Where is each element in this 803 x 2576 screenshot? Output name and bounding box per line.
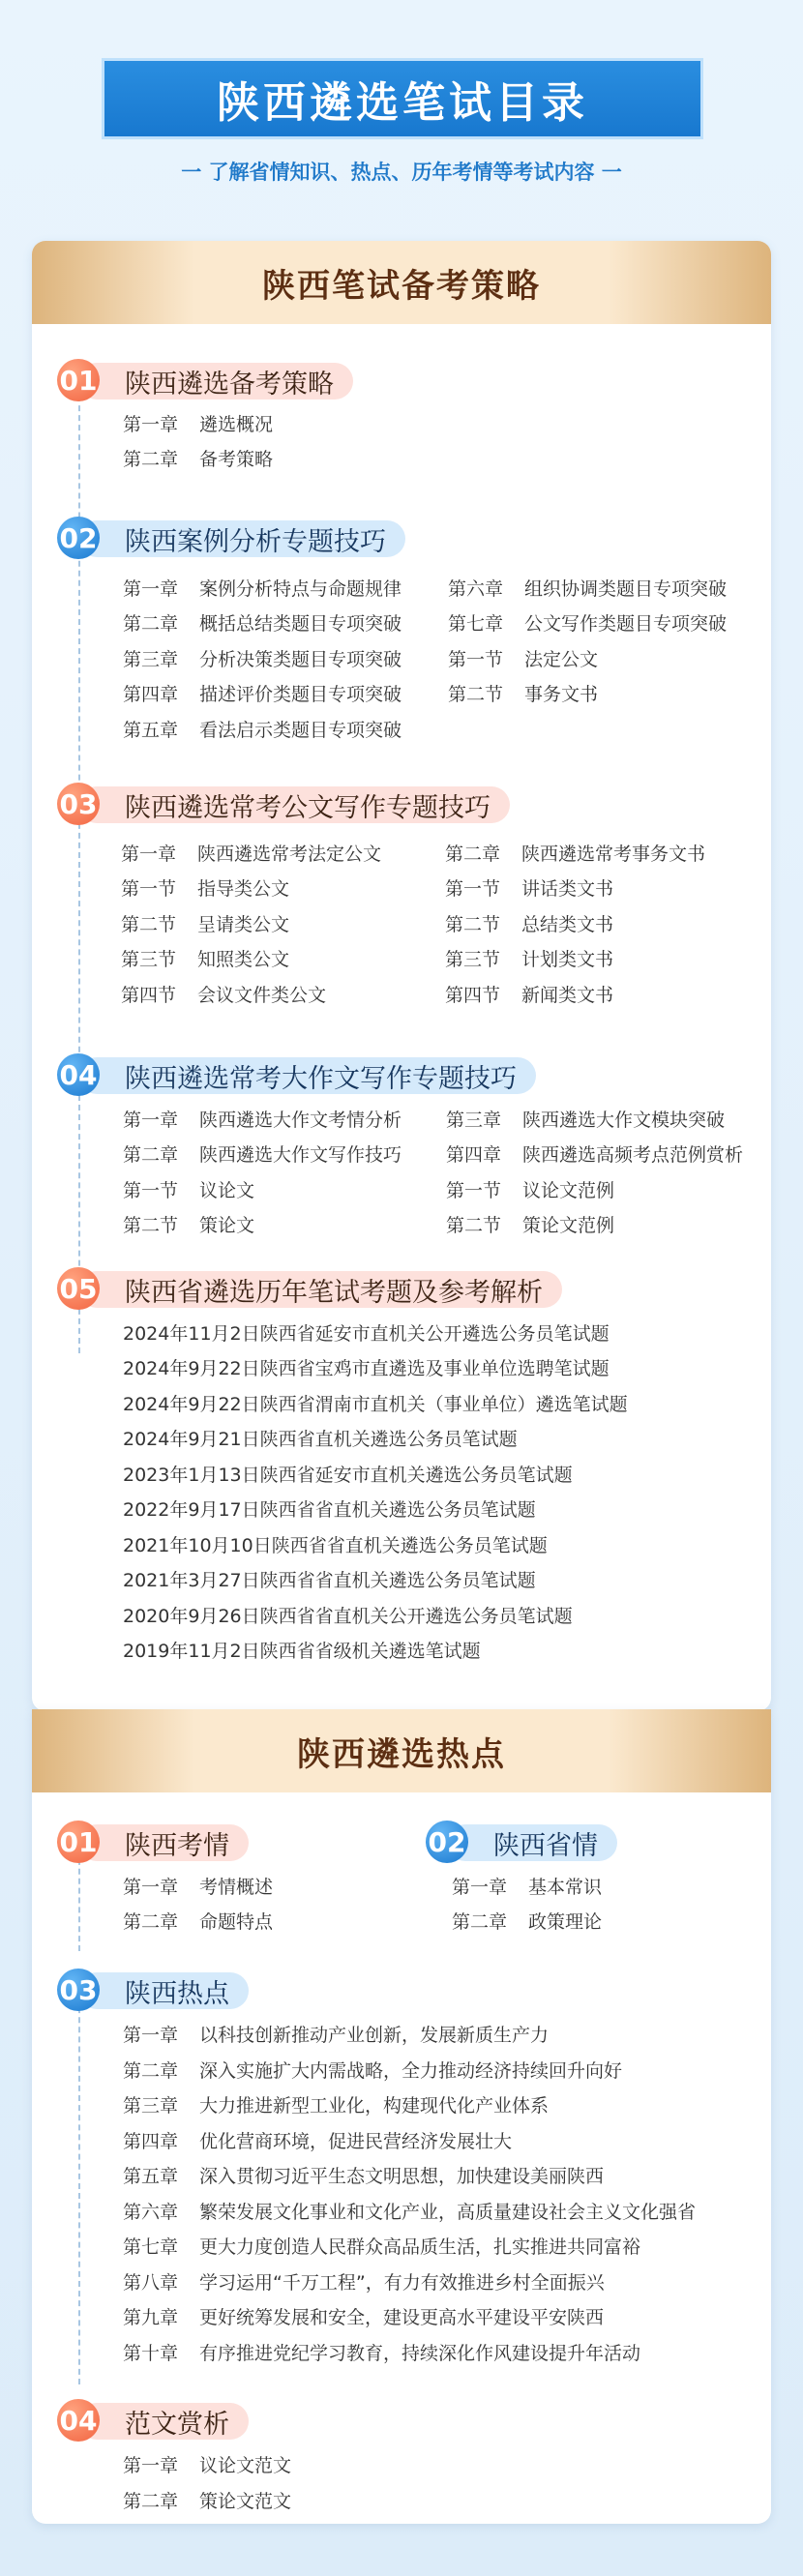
chapter-title: 总结类文书: [521, 914, 614, 935]
section-title: 陕西遴选常考大作文写作专题技巧: [78, 1057, 536, 1094]
chapter-title: 讲话类文书: [521, 878, 614, 900]
chapter-no: 第七章: [123, 2236, 179, 2258]
timeline-line: [78, 1850, 80, 1951]
toc-item[interactable]: [123, 2270, 605, 2295]
chapter-title: 考情概述: [199, 1877, 274, 1898]
toc-item[interactable]: [123, 447, 273, 472]
chapter-title: 遴选概况: [199, 414, 274, 435]
chapter-no: 第五章: [123, 2166, 179, 2187]
exam-paper-item[interactable]: 2024年9月22日陕西省宝鸡市直遴选及事业单位选聘笔试题: [123, 1358, 610, 1379]
chapter-title: 政策理论: [528, 1911, 603, 1933]
toc-item[interactable]: [123, 611, 402, 637]
toc-item[interactable]: [448, 682, 598, 707]
chapter-no: 第一节: [445, 878, 501, 900]
chapter-title: 指导类公文: [197, 878, 290, 900]
section-number-badge: 01: [57, 359, 100, 401]
exam-paper-item[interactable]: 2024年9月22日陕西省渭南市直机关（事业单位）遴选笔试题: [123, 1394, 628, 1415]
chapter-title: 以科技创新推动产业创新，发展新质生产力: [199, 2025, 550, 2046]
chapter-no: 第一章: [123, 2025, 179, 2046]
page-title: 陕西遴选笔试目录: [217, 78, 588, 128]
section-number-badge: 02: [426, 1821, 468, 1863]
chapter-no: 第一章: [123, 1110, 179, 1131]
section-title: 陕西遴选常考公文写作专题技巧: [78, 786, 510, 823]
toc-item[interactable]: [446, 1142, 743, 1168]
exam-paper-item[interactable]: 2019年11月2日陕西省省级机关遴选笔试题: [123, 1641, 481, 1662]
section-04: [57, 2399, 289, 2442]
toc-item[interactable]: [123, 2164, 604, 2189]
section-title: 陕西省遴选历年笔试考题及参考解析: [78, 1271, 562, 1308]
toc-item[interactable]: [123, 1142, 402, 1168]
exam-paper-item[interactable]: 2020年9月26日陕西省省直机关公开遴选公务员笔试题: [123, 1606, 573, 1627]
chapter-no: 第二节: [445, 914, 501, 935]
chapter-no: 第三章: [123, 649, 179, 670]
chapter-no: 第二章: [123, 2060, 179, 2082]
chapter-no: 第一节: [448, 649, 504, 670]
toc-item[interactable]: [121, 947, 289, 972]
section-03: [57, 1969, 289, 2011]
chapter-no: 第二章: [123, 1144, 179, 1166]
chapter-no: 第三节: [445, 949, 501, 970]
section-number-badge: 03: [57, 1969, 100, 2011]
toc-item[interactable]: [123, 2453, 291, 2478]
chapter-no: 第一章: [452, 1877, 508, 1898]
chapter-title: 新闻类文书: [521, 985, 614, 1006]
toc-item[interactable]: [448, 577, 727, 602]
section-05: [57, 1267, 618, 1310]
exam-paper-item[interactable]: 2023年1月13日陕西省延安市直机关遴选公务员笔试题: [123, 1465, 573, 1486]
exam-paper-item[interactable]: 2021年3月27日陕西省省直机关遴选公务员笔试题: [123, 1570, 536, 1591]
toc-item[interactable]: [123, 647, 402, 672]
section-title: 陕西案例分析专题技巧: [78, 520, 405, 557]
chapter-no: 第十章: [123, 2343, 179, 2364]
chapter-no: 第八章: [123, 2272, 179, 2294]
chapter-title: 陕西遴选大作文考情分析: [199, 1110, 402, 1131]
chapter-title: 策论文范文: [199, 2491, 292, 2512]
toc-item[interactable]: [445, 842, 705, 867]
chapter-title: 知照类公文: [197, 949, 290, 970]
toc-item[interactable]: [445, 876, 613, 902]
chapter-no: 第五章: [123, 720, 179, 741]
chapter-title: 备考策略: [199, 449, 274, 470]
toc-item[interactable]: [446, 1213, 614, 1238]
chapter-no: 第一节: [121, 878, 177, 900]
toc-item[interactable]: [123, 682, 402, 707]
timeline-line: [78, 1998, 80, 2384]
chapter-title: 陕西遴选大作文写作技巧: [199, 1144, 402, 1166]
toc-item[interactable]: [121, 876, 289, 902]
toc-item[interactable]: [445, 983, 613, 1008]
chapter-title: 有序推进党纪学习教育，持续深化作风建设提升年活动: [199, 2343, 641, 2364]
chapter-no: 第二章: [445, 844, 501, 865]
toc-item[interactable]: [123, 1178, 254, 1203]
chapter-no: 第四节: [445, 985, 501, 1006]
chapter-title: 公文写作类题目专项突破: [524, 613, 728, 635]
section-01: [57, 359, 444, 401]
toc-item[interactable]: [123, 412, 273, 437]
chapter-no: 第三章: [123, 2095, 179, 2117]
chapter-title: 呈请类公文: [197, 914, 290, 935]
toc-item[interactable]: [123, 2341, 640, 2366]
page-header: [102, 58, 703, 139]
toc-item[interactable]: [123, 2093, 549, 2118]
toc-item[interactable]: [123, 2129, 512, 2154]
section-number-badge: 01: [57, 1821, 100, 1863]
toc-item[interactable]: [445, 912, 613, 937]
toc-item[interactable]: [123, 718, 402, 743]
chapter-no: 第二章: [123, 449, 179, 470]
exam-paper-item[interactable]: 2022年9月17日陕西省省直机关遴选公务员笔试题: [123, 1499, 536, 1521]
chapter-no: 第四章: [446, 1144, 502, 1166]
chapter-title: 描述评价类题目专项突破: [199, 684, 402, 705]
chapter-title: 深入实施扩大内需战略，全力推动经济持续回升向好: [199, 2060, 623, 2082]
chapter-no: 第三节: [121, 949, 177, 970]
section-title: 范文赏析: [78, 2403, 249, 2440]
section-04: [57, 1053, 599, 1096]
section-number-badge: 05: [57, 1267, 100, 1310]
chapter-no: 第四章: [123, 684, 179, 705]
chapter-title: 会议文件类公文: [197, 985, 327, 1006]
chapter-no: 第二节: [448, 684, 504, 705]
chapter-title: 组织协调类题目专项突破: [524, 578, 728, 600]
chapter-title: 繁荣发展文化事业和文化产业，高质量建设社会主义文化强省: [199, 2202, 697, 2223]
section-title: 陕西热点: [78, 1972, 249, 2009]
exam-paper-item[interactable]: 2024年11月2日陕西省延安市直机关公开遴选公务员笔试题: [123, 1323, 610, 1345]
chapter-title: 学习运用“千万工程”，有力有效推进乡村全面振兴: [199, 2272, 605, 2294]
section-number-badge: 04: [57, 2399, 100, 2442]
toc-item[interactable]: [121, 983, 326, 1008]
chapter-no: 第一章: [123, 1877, 179, 1898]
chapter-title: 优化营商环境，促进民营经济发展壮大: [199, 2131, 513, 2152]
chapter-title: 深入贯彻习近平生态文明思想，加快建设美丽陕西: [199, 2166, 605, 2187]
chapter-no: 第三章: [446, 1110, 502, 1131]
toc-item[interactable]: [452, 1910, 602, 1935]
toc-item[interactable]: [121, 912, 289, 937]
toc-item[interactable]: [123, 1910, 273, 1935]
chapter-no: 第二节: [121, 914, 177, 935]
section-number-badge: 02: [57, 517, 100, 559]
chapter-title: 概括总结类题目专项突破: [199, 613, 402, 635]
chapter-title: 分析决策类题目专项突破: [199, 649, 402, 670]
section-01: [57, 1821, 289, 1863]
toc-item[interactable]: [123, 1213, 254, 1238]
toc-item[interactable]: [123, 2023, 549, 2048]
toc-item[interactable]: [123, 1108, 402, 1133]
chapter-no: 第七章: [448, 613, 504, 635]
chapter-title: 看法启示类题目专项突破: [199, 720, 402, 741]
chapter-title: 基本常识: [528, 1877, 603, 1898]
chapter-title: 陕西遴选高频考点范例赏析: [522, 1144, 744, 1166]
chapter-title: 议论文范例: [522, 1180, 615, 1201]
chapter-title: 事务文书: [524, 684, 599, 705]
section-02: [426, 1821, 658, 1863]
section-02: [57, 517, 463, 559]
card1-banner: 陕西笔试备考策略: [32, 241, 771, 324]
chapter-title: 陕西遴选大作文模块突破: [522, 1110, 726, 1131]
section-03: [57, 783, 580, 825]
card2-banner: 陕西遴选热点: [32, 1709, 771, 1792]
chapter-title: 策论文范例: [522, 1215, 615, 1236]
section-title: 陕西省情: [447, 1824, 617, 1861]
chapter-title: 陕西遴选常考法定公文: [197, 844, 382, 865]
chapter-title: 议论文: [199, 1180, 255, 1201]
card-exam-strategy: [32, 241, 771, 1711]
section-number-badge: 04: [57, 1053, 100, 1096]
chapter-no: 第二章: [123, 613, 179, 635]
section-number-badge: 03: [57, 783, 100, 825]
toc-item[interactable]: [446, 1178, 614, 1203]
toc-item[interactable]: [123, 2235, 640, 2260]
chapter-title: 更大力度创造人民群众高品质生活，扎实推进共同富裕: [199, 2236, 641, 2258]
toc-item[interactable]: [121, 842, 381, 867]
toc-item[interactable]: [123, 2058, 622, 2084]
chapter-title: 计划类文书: [521, 949, 614, 970]
chapter-no: 第二章: [123, 2491, 179, 2512]
chapter-no: 第四节: [121, 985, 177, 1006]
chapter-no: 第九章: [123, 2307, 179, 2328]
toc-item[interactable]: [445, 947, 613, 972]
toc-item[interactable]: [448, 611, 727, 637]
chapter-no: 第一节: [446, 1180, 502, 1201]
chapter-no: 第四章: [123, 2131, 179, 2152]
chapter-title: 大力推进新型工业化，构建现代化产业体系: [199, 2095, 550, 2117]
toc-item[interactable]: [123, 577, 402, 602]
exam-paper-item[interactable]: 2024年9月21日陕西省直机关遴选公务员笔试题: [123, 1429, 518, 1450]
chapter-no: 第一章: [123, 578, 179, 600]
toc-item[interactable]: [123, 2489, 291, 2514]
chapter-no: 第二节: [446, 1215, 502, 1236]
toc-item[interactable]: [123, 2305, 604, 2330]
chapter-no: 第一章: [121, 844, 177, 865]
chapter-no: 第二章: [123, 1911, 179, 1933]
toc-item[interactable]: [448, 647, 598, 672]
chapter-no: 第一章: [123, 414, 179, 435]
toc-item[interactable]: [123, 2200, 696, 2225]
toc-item[interactable]: [446, 1108, 725, 1133]
chapter-title: 策论文: [199, 1215, 255, 1236]
chapter-title: 陕西遴选常考事务文书: [521, 844, 706, 865]
chapter-no: 第一章: [123, 2455, 179, 2476]
chapter-no: 第一节: [123, 1180, 179, 1201]
section-title: 陕西考情: [78, 1824, 249, 1861]
chapter-title: 更好统筹发展和安全，建设更高水平建设平安陕西: [199, 2307, 605, 2328]
chapter-title: 议论文范文: [199, 2455, 292, 2476]
chapter-no: 第六章: [123, 2202, 179, 2223]
card-hotspots: [32, 1709, 771, 2524]
toc-item[interactable]: [123, 1875, 273, 1900]
chapter-no: 第二节: [123, 1215, 179, 1236]
exam-paper-item[interactable]: 2021年10月10日陕西省省直机关遴选公务员笔试题: [123, 1535, 548, 1556]
chapter-title: 命题特点: [199, 1911, 274, 1933]
page-subtitle: 一 了解省情知识、热点、历年考情等考试内容 一: [181, 161, 622, 184]
chapter-title: 法定公文: [524, 649, 599, 670]
chapter-title: 案例分析特点与命题规律: [199, 578, 402, 600]
toc-item[interactable]: [452, 1875, 602, 1900]
chapter-no: 第二章: [452, 1911, 508, 1933]
section-title: 陕西遴选备考策略: [78, 363, 353, 400]
chapter-no: 第六章: [448, 578, 504, 600]
